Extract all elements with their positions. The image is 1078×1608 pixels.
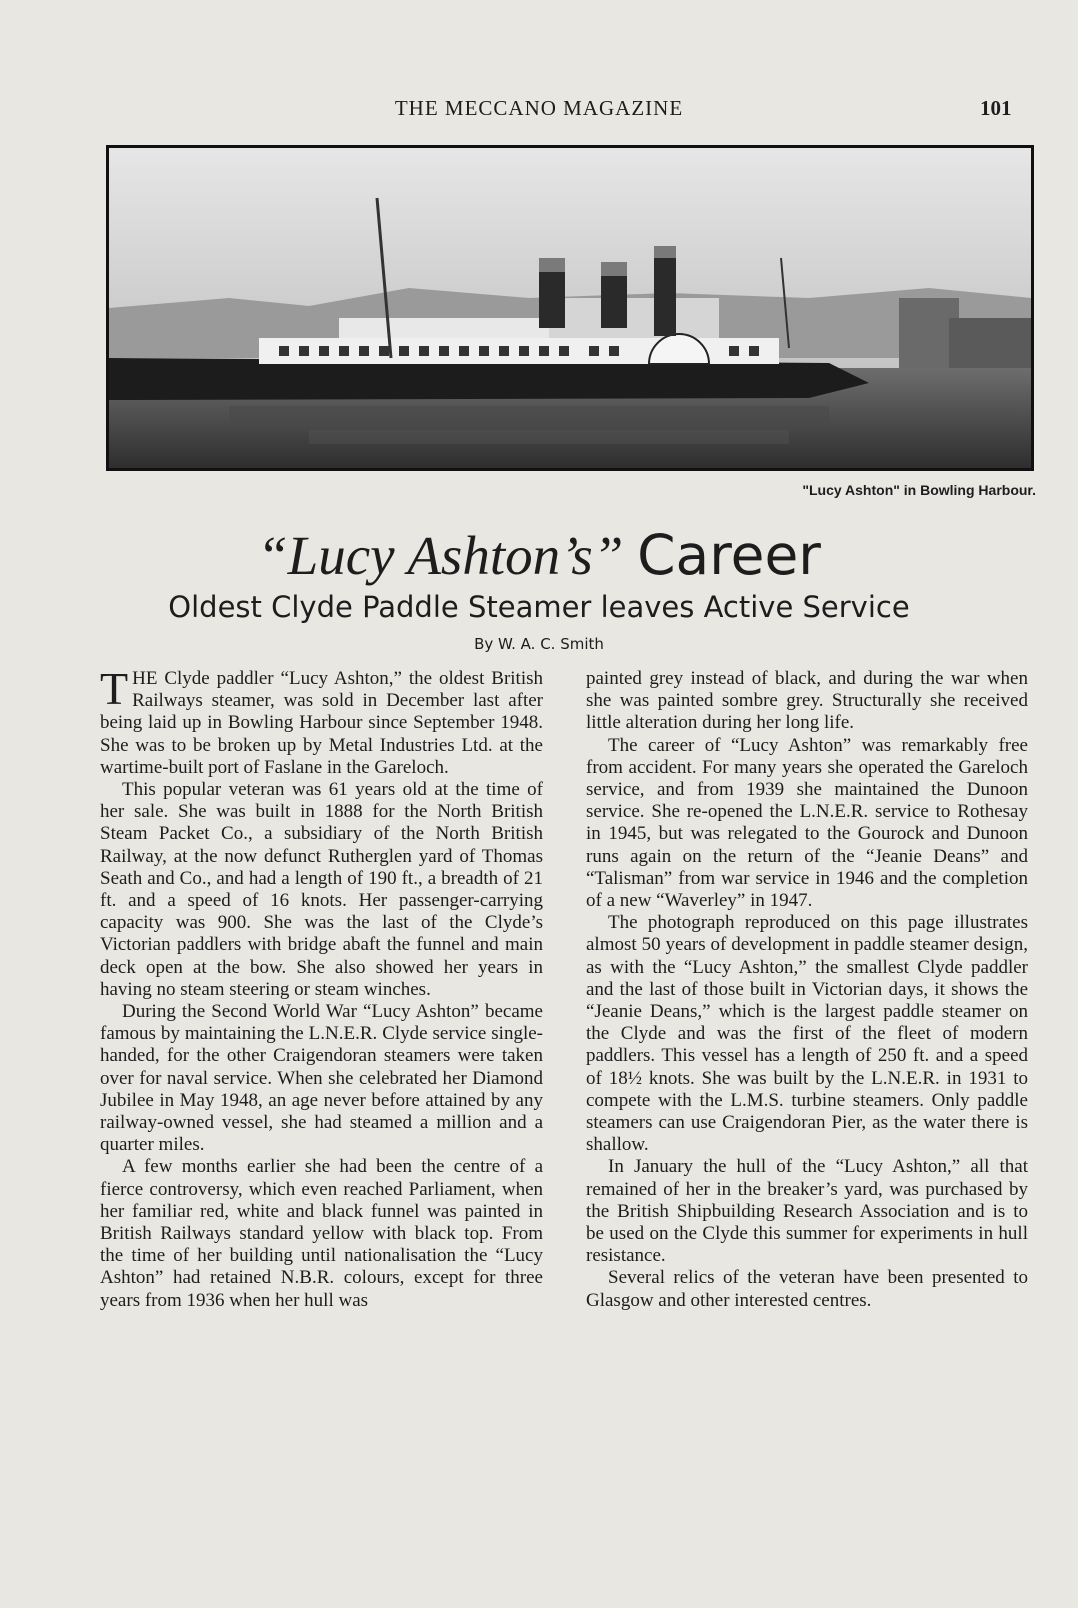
paragraph xyxy=(100,663,543,779)
article-title-plain: Career xyxy=(637,523,821,587)
paragraph: A few months earlier she had been the centre of a fierce controversy, which even reached Parliament, when her familiar red, white and black funnel was painted in British Railways standard yellow with black top. From the time of her building until nationalisation the “Lucy Ashton” had retained N.B.R. colours, except for three years from 1936 when her hull was xyxy=(100,1156,543,1311)
paragraph: Several relics of the veteran have been presented to Glasgow and other interested centres. xyxy=(586,1267,1028,1311)
paragraph: painted grey instead of black, and during the war when she was painted sombre grey. Structurally she received little alteration during her long life. xyxy=(586,668,1028,734)
article-title xyxy=(0,520,1078,591)
running-head: THE MECCANO MAGAZINE xyxy=(394,96,684,120)
article-byline: By W. A. C. Smith xyxy=(474,635,604,653)
left-column xyxy=(100,663,543,1312)
paragraph: In January the hull of the “Lucy Ashton,” all that remained of her in the breaker’s yard, was purchased by the British Shipbuilding Research Association and is to be used on the Clyde this summer for experiments in hull resistance. xyxy=(586,1156,1028,1267)
paragraph: The career of “Lucy Ashton” was remarkably free from accident. For many years she operated the Gareloch service, and from 1939 she maintained the Dunoon service. She re-opened the L.N.E.R. service to Rothesay in 1945, but was relegated to the Gourock and Dunoon runs again on the return of the “Jeanie Deans” and “Talisman” from war service in 1946 and the completion of a new “Waverley” in 1947. xyxy=(586,734,1028,912)
paragraph-text: HE Clyde paddler “Lucy Ashton,” the oldest British Railways steamer, was sold in December last after being laid up in Bowling Harbour since September 1948. She was to be broken up by Metal Industries Ltd. at the wartime-built port of Faslane in the Gareloch. xyxy=(100,668,543,778)
paragraph: During the Second World War “Lucy Ashton” became famous by maintaining the L.N.E.R. Clyde service single-handed, for the other Craigendoran steamers were taken over for naval service. When she celebrated her Diamond Jubilee in May 1948, an age never before attained by any railway-owned vessel, she had steamed a million and a quarter miles. xyxy=(100,1001,543,1156)
steamer-photo xyxy=(106,145,1034,471)
paragraph: This popular veteran was 61 years old at the time of her sale. She was built in 1888 for the North British Steam Packet Co., a subsidiary of the North British Railway, at the now defunct Rutherglen yard of Thomas Seath and Co., and had a length of 190 ft., a breadth of 21 ft. and a speed of 16 knots. Her passenger-carrying capacity was 900. She was the last of the Clyde’s Victorian paddlers with bridge abaft the funnel and main deck open at the bow. She also showed her years in having no steam steering or steam winches. xyxy=(100,779,543,1000)
drop-cap: T xyxy=(100,663,129,714)
paragraph: The photograph reproduced on this page illustrates almost 50 years of development in paddle steamer design, as with the “Lucy Ashton,” the smallest Clyde paddler and the last of those built in Victorian days, it shows the “Jeanie Deans,” which is the largest paddle steamer on the Clyde and was the first of the fleet of modern paddlers. This vessel has a length of 250 ft. and a speed of 18½ knots. She was built by the L.N.E.R. in 1931 to compete with the L.M.S. turbine steamers. Only paddle steamers can use Craigendoran Pier, as the water there is shallow. xyxy=(586,912,1028,1156)
article-subtitle: Oldest Clyde Paddle Steamer leaves Active Service xyxy=(168,590,910,624)
article-title-italic: “Lucy Ashton’s” xyxy=(257,525,624,586)
paddle-steamer-illustration xyxy=(109,148,1031,468)
page-number: 101 xyxy=(980,96,1012,120)
photo-caption: "Lucy Ashton" in Bowling Harbour. xyxy=(802,482,1036,498)
right-column xyxy=(586,668,1028,1312)
